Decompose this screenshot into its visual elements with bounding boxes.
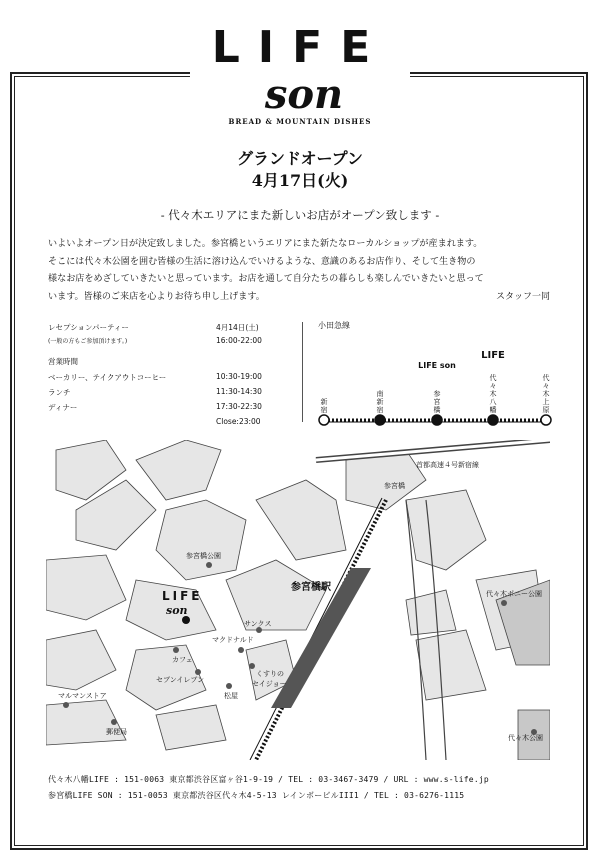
hours-label-bakery: ベーカリー、テイクアウトコーヒー (48, 373, 167, 382)
poi-marker (173, 647, 179, 653)
maruman-label: マルマンストア (58, 692, 107, 700)
poi-marker (206, 562, 212, 568)
station-name-char: 木 (489, 390, 497, 398)
map-logo-son: son (166, 604, 188, 617)
brand-tagline: BREAD & MOUNTAIN DISHES (228, 117, 372, 126)
subtitle: - 代々木エリアにまた新しいお店がオープン致します - (160, 208, 440, 222)
hours-label-dinner: ディナー (48, 403, 78, 412)
station-label: 参宮橋駅 (291, 582, 331, 593)
station-marker (432, 415, 442, 425)
hours-time-lunch: 11:30-14:30 (216, 387, 262, 396)
station-name-char: 宿 (320, 406, 328, 414)
pony-park-label: 代々木ポニー公園 (486, 590, 542, 598)
life-son-location-marker (182, 616, 190, 624)
reception-date: 4月14日(土) (216, 323, 259, 332)
poi-marker (63, 702, 69, 708)
map-block (156, 500, 246, 580)
kusuri-label-2: セイジョー (252, 680, 287, 688)
map-block (136, 440, 221, 500)
map-block (46, 555, 126, 620)
expressway-label: 首都高速４号新宿線 (416, 461, 479, 469)
station-name-char: 参 (433, 390, 441, 398)
hours-time-bakery: 10:30-19:00 (216, 372, 262, 381)
map-block (406, 490, 486, 570)
message-line: います。皆様のご来店を心よりお待ち申し上げます。 (48, 291, 265, 302)
station-name-char: 橋 (433, 406, 441, 414)
station-name-char: 代 (489, 374, 497, 382)
mcdonalds-label: マクドナルド (212, 636, 254, 644)
open-date: 4月17日(火) (251, 171, 349, 190)
station-name-char: 新 (376, 398, 384, 406)
close-time: Close:23:00 (216, 417, 261, 426)
station-name-char: 原 (542, 406, 550, 414)
reception-time: 16:00-22:00 (216, 336, 262, 345)
station-name-char: 幡 (489, 406, 497, 414)
poi-marker (249, 663, 255, 669)
station-name-char: 々 (489, 382, 497, 390)
station-marker (488, 415, 498, 425)
area-map (46, 440, 550, 760)
logo-son-text: son (264, 71, 344, 118)
sunkus-label: サンクス (244, 620, 272, 628)
poi-marker (111, 719, 117, 725)
railway-diagram (300, 340, 560, 430)
station-marker (375, 415, 385, 425)
railway-line-name: 小田急線 (318, 321, 350, 330)
map-block (406, 590, 456, 635)
hours-label-lunch: ランチ (48, 388, 71, 397)
station-name-char: 八 (489, 398, 497, 406)
station-name-char: 宮 (433, 398, 441, 406)
kusuri-label-1: くすりの (256, 670, 284, 678)
hours-heading: 営業時間 (48, 357, 78, 366)
seven-eleven-label: セブンイレブン (156, 676, 205, 684)
cafe-label: カフェ (172, 656, 193, 664)
expressway-inner (316, 440, 550, 460)
hours-time-dinner: 17:30-22:30 (216, 402, 262, 411)
message-line: そこには代々木公園を囲む皆様の生活に溶け込んでいけるような、意識のあるお店作り、そして生き物の (48, 256, 476, 267)
map-block (416, 630, 486, 700)
reception-label: レセプションパーティー (48, 323, 129, 332)
yoyogi-park-label: 代々木公園 (508, 734, 543, 742)
footer-life-address: 代々木八幡LIFE : 151-0063 東京都渋谷区富ヶ谷1-9-19 / TEL : 03-3467-3479 / URL : www.s-life.jp (48, 775, 489, 784)
station-name-char: 上 (542, 398, 550, 406)
map-block (226, 560, 326, 630)
map-logo-life: LIFE (162, 589, 203, 603)
station-name-char: 代 (542, 374, 550, 382)
station-name-char: 新 (320, 398, 328, 406)
poi-marker (238, 647, 244, 653)
station-name-char: 木 (542, 390, 550, 398)
footer-son-address: 参宮橋LIFE SON : 151-0053 東京都渋谷区代々木4-5-13 レインボービルIII1 / TEL : 03-6276-1115 (48, 791, 465, 800)
post-office-label: 郵便局 (106, 728, 127, 736)
signature: スタッフ一同 (495, 292, 550, 302)
station-name-char: 宿 (376, 406, 384, 414)
map-block (256, 480, 346, 560)
poi-marker (501, 600, 507, 606)
message-body (48, 236, 556, 306)
sangubashi-park-label: 参宮橋公園 (186, 552, 221, 560)
sangubashi-label: 参宮橋 (384, 482, 405, 490)
map-block (156, 705, 226, 750)
station-marker (541, 415, 551, 425)
life-son-small-logo: LIFE son (418, 361, 456, 370)
message-line: いよいよオープン日が決定致しました。参宮橋というエリアにまた新たなローカルショップが産まれます。 (48, 239, 483, 249)
grand-open-title: グランドオープン (236, 149, 364, 168)
life-son-logo (200, 16, 400, 126)
matsuya-label: 松屋 (224, 692, 238, 700)
map-block (46, 630, 116, 690)
reception-note: (一般の方もご参加頂けます。) (48, 338, 128, 345)
life-label: LIFE (481, 350, 505, 361)
poi-marker (226, 683, 232, 689)
logo-life-text: LIFE (211, 22, 389, 73)
station-name-char: 々 (542, 382, 550, 390)
message-line: 様なお店をめざしていきたいと思っています。お店を通して自分たちの暮らしも楽しんでいきたいと思って (48, 274, 484, 284)
poi-marker (195, 669, 201, 675)
station-marker (319, 415, 329, 425)
station-name-char: 南 (376, 390, 384, 398)
